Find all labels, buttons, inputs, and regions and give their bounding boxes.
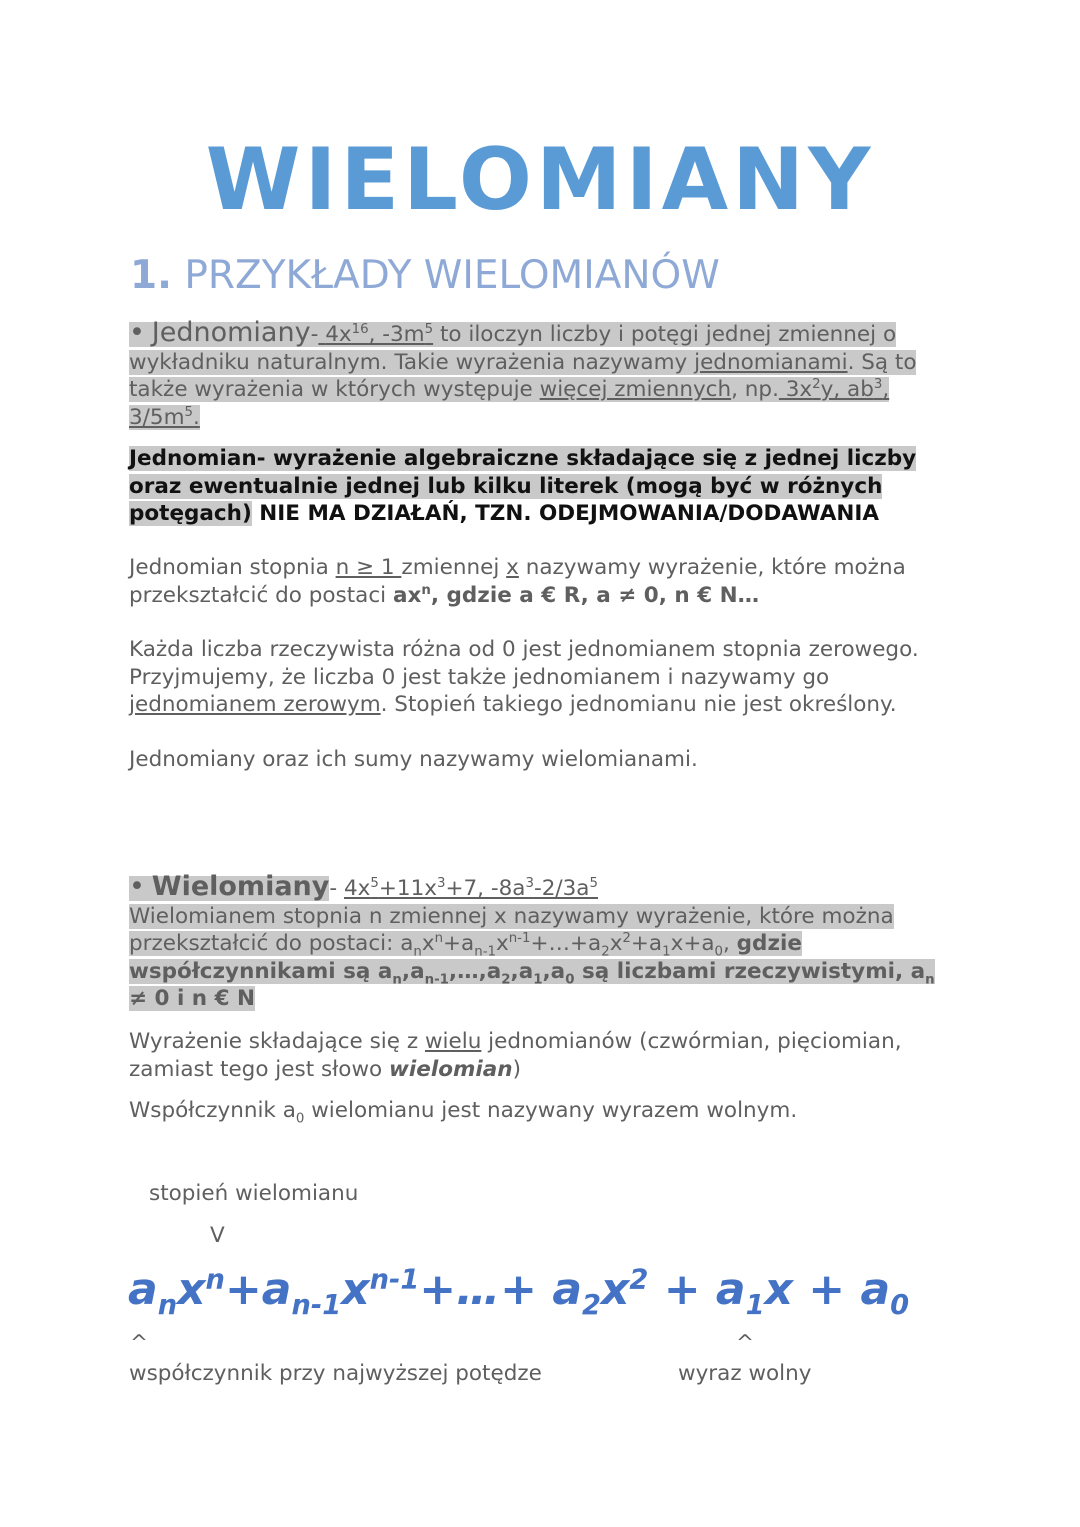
text: . Stopień takiego jednomianu nie jest określony. [380,692,897,717]
ex-part: +7, -8a [445,876,526,901]
degree-definition [129,554,949,609]
jednomiany-text [129,317,917,430]
text: jednomianów (czwórmian, pięciomian, zamiast tego jest słowo [129,1029,902,1082]
exp: 5 [424,321,434,337]
polynomial-formula: $a_nx^n+a_{n-1}x^{n-1}+\dots+ a_2x^2 + a_1x + a_0$ [128,1264,910,1321]
text: , np. [731,377,779,402]
text: ≠ 0 i n € N [129,986,256,1011]
text: . Są to także wyrażenia w których występuje [129,349,917,402]
text: , gdzie a € R, a ≠ 0, n € N… [430,582,760,608]
wielomiany-examples [344,876,598,901]
bullet: • [129,871,145,902]
text: wielomianu jest nazywany wyrazem wolnym. [304,1098,798,1123]
wielomian-word: wielomian [389,1056,513,1082]
jednomiany-term: Jednomiany [151,317,311,348]
text: gdzie współczynnikami są a [129,931,802,984]
text: to iloczyn liczby i potęgi jednej zmiennej o wykładniku naturalnym. Takie wyrażenia nazywamy [129,322,897,375]
exp: 3 [525,875,534,891]
many-monomials-sentence [129,1028,929,1083]
text: Jednomian stopnia [129,555,336,580]
text: Każda liczba rzeczywista różna od 0 jest jednomianem stopnia zerowego. Przyjmujemy, że liczba 0 jest także jednomianem i nazywamy go [129,637,919,690]
definition-text: Jednomian- wyrażenie algebraiczne składające się z jednej liczby oraz ewentualnie jednej lub kilku literek (mogą być w różnych potęgach) [129,446,917,526]
leading-coefficient-label: współczynnik przy najwyższej potędze [129,1361,542,1386]
ex-part: -2/3a [533,876,590,901]
ex-part: , 3/5m [129,377,890,430]
wielomiany-definition [129,904,935,1012]
zero-definition [129,636,949,719]
section-number: 1. [130,253,172,298]
exp: 2 [812,376,821,392]
jednomian-zerowy-link: jednomianem zerowym [129,692,381,717]
exp: 5 [184,404,194,420]
general-form: $a_nx^n+a_{n-1}x^{n-1}+\dots+a_2x^2+a_1x+a_0$, [400,930,737,960]
ex-part: . [193,404,200,430]
text: nazywamy wyrażenie, które można przekształcić do postaci [129,555,906,608]
free-term-sentence [129,1097,959,1125]
text: Wyrażenie składające się z [129,1029,425,1054]
subscript: 0 [295,1111,305,1127]
wiecej-zmiennych-link: więcej zmiennych [539,377,732,402]
exp: n [421,582,431,598]
ex-part: y, ab [820,377,874,402]
text: ) [512,1056,521,1082]
exp: 16 [351,321,369,337]
text: ,a [401,958,425,984]
text: ax [392,582,422,608]
degree-label: stopień wielomianu [149,1181,359,1206]
bullet: • [129,317,145,348]
ex-part: 4x [325,322,352,347]
page-title: WIELOMIANY [205,130,875,230]
wielomiany-paragraph [129,873,944,1013]
exp: 5 [370,875,379,891]
ex-part: +11x [378,876,437,901]
section-heading [130,252,720,300]
text: ,…,a [448,958,502,984]
free-term-label: wyraz wolny [678,1361,812,1386]
sums-sentence: Jednomiany oraz ich sumy nazywamy wielomianami. [129,747,698,772]
ex-part: , -3m [368,322,425,347]
section-title: PRZYKŁADY WIELOMIANÓW [184,253,720,298]
ex-part: 3x [778,377,813,402]
text: zmiennej [401,555,507,580]
exp: 3 [873,376,883,392]
free-caret: ^ [736,1331,755,1356]
wielomiany-heading [129,871,330,902]
wielomiany-term: Wielomiany [151,871,330,902]
wielu-link: wielu [424,1029,482,1054]
jednomianami-link: jednomianami [694,349,848,375]
form-expression [393,583,759,608]
jednomiany-examples [318,322,433,347]
text: ,a [510,958,534,984]
degree-marker: V [210,1223,225,1248]
text: Wielomianem stopnia n zmiennej x nazywamy wyrażenie, które można przekształcić do postaci: [129,903,894,956]
definition-note: NIE MA DZIAŁAŃ, TZN. ODEJMOWANIA/DODAWANIA [251,501,880,526]
coefficients-text: gdzie współczynnikami są $a_n,a_{n-1},\dots,a_2,a_1,a_0$ są liczbami rzeczywistymi, $a_n \ne 0$ i n € N [129,931,935,1011]
dash: - [310,322,319,347]
n-condition: n ≥ 1 [335,555,402,580]
text: ,a [542,958,566,984]
ex-part: 4x [343,876,371,901]
exp: 5 [589,875,598,891]
jednomiany-paragraph [129,319,959,431]
text: Współczynnik a [129,1098,296,1123]
dash: - [329,876,338,901]
variable-x: x [506,555,519,580]
text: są liczbami rzeczywistymi, a [574,958,926,984]
jednomian-definition [129,445,939,528]
exp: 3 [436,875,446,891]
leading-caret: ^ [130,1331,149,1356]
